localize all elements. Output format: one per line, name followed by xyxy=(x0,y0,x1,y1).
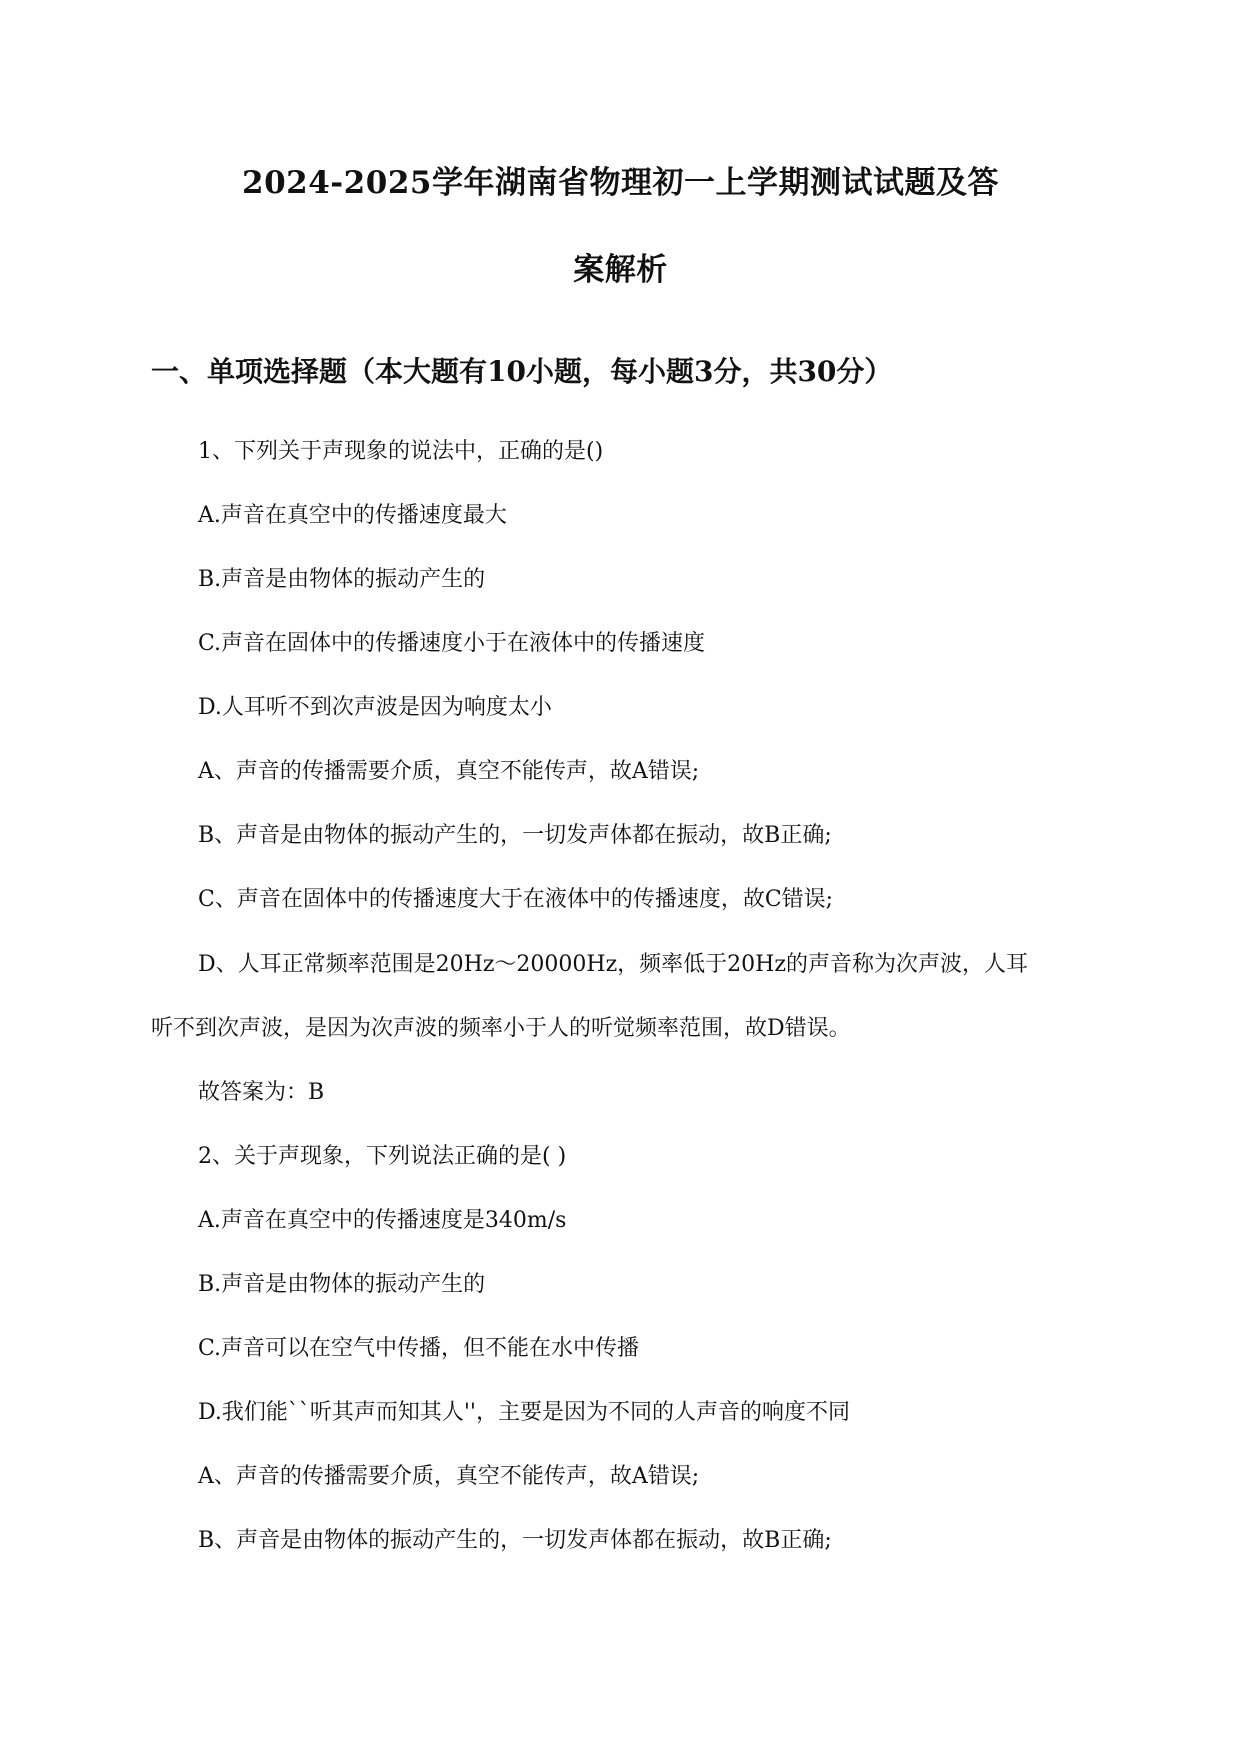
question-2-analysis-a: A、声音的传播需要介质，真空不能传声，故A错误; xyxy=(198,1464,700,1489)
document-title-line-1: 2024-2025学年湖南省物理初一上学期测试试题及答 xyxy=(242,165,999,201)
question-1-answer: 故答案为：B xyxy=(198,1080,325,1105)
question-1-option-d: D.人耳听不到次声波是因为响度太小 xyxy=(198,695,552,720)
question-1-analysis-b: B、声音是由物体的振动产生的，一切发声体都在振动，故B正确; xyxy=(198,823,832,848)
question-1-analysis-a: A、声音的传播需要介质，真空不能传声，故A错误; xyxy=(198,759,700,784)
question-2-analysis-b: B、声音是由物体的振动产生的，一切发声体都在振动，故B正确; xyxy=(198,1528,832,1553)
question-2-option-c: C.声音可以在空气中传播，但不能在水中传播 xyxy=(198,1336,640,1361)
section-heading: 一、单项选择题（本大题有10小题，每小题3分，共30分） xyxy=(151,355,893,388)
question-1-analysis-d: D、人耳正常频率范围是20Hz～20000Hz，频率低于20Hz的声音称为次声波，人耳 xyxy=(198,952,1028,977)
question-2-stem: 2、关于声现象，下列说法正确的是( ) xyxy=(198,1144,567,1169)
question-2-option-d: D.我们能``听其声而知其人''，主要是因为不同的人声音的响度不同 xyxy=(198,1400,850,1425)
question-1-analysis-c: C、声音在固体中的传播速度大于在液体中的传播速度，故C错误; xyxy=(198,887,834,912)
question-1-option-a: A.声音在真空中的传播速度最大 xyxy=(198,503,507,528)
question-1-option-c: C.声音在固体中的传播速度小于在液体中的传播速度 xyxy=(198,631,706,656)
document-title-line-2: 案解析 xyxy=(573,252,668,288)
question-1-analysis-d-continued: 听不到次声波，是因为次声波的频率小于人的听觉频率范围，故D错误。 xyxy=(151,1016,851,1041)
question-2-option-a: A.声音在真空中的传播速度是340m/s xyxy=(198,1208,567,1233)
question-2-option-b: B.声音是由物体的振动产生的 xyxy=(198,1272,486,1297)
question-1-option-b: B.声音是由物体的振动产生的 xyxy=(198,567,486,592)
question-1-stem: 1、下列关于声现象的说法中，正确的是() xyxy=(198,439,604,464)
